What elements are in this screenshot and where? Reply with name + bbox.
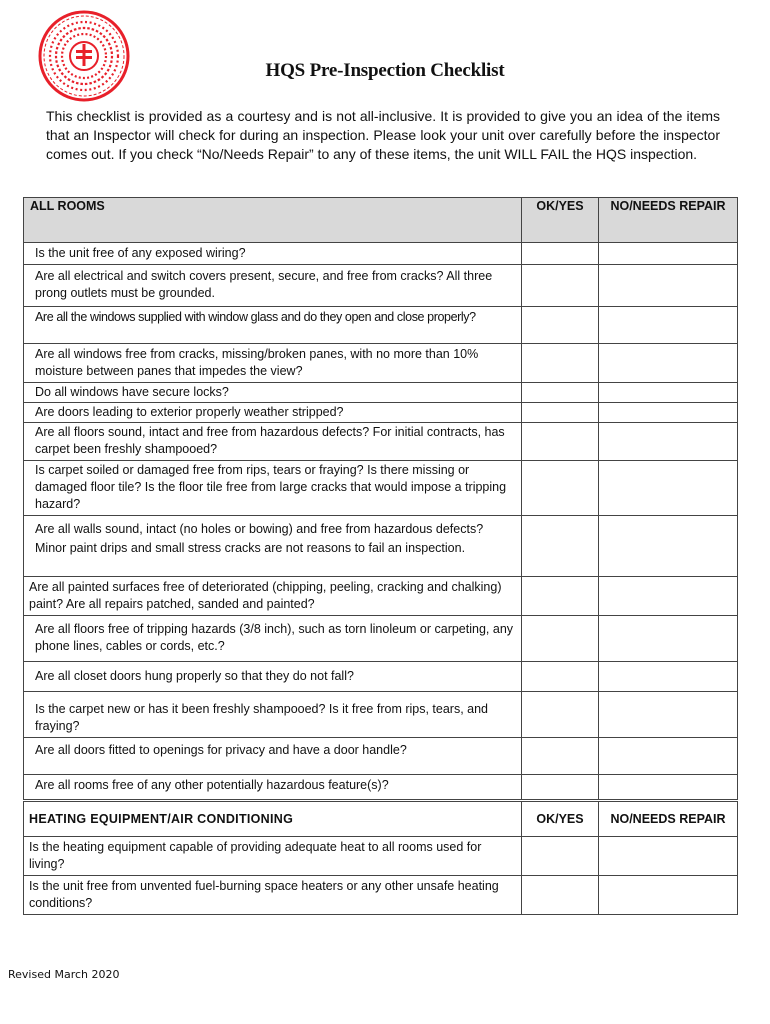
ok-yes-checkbox-cell[interactable] bbox=[522, 577, 599, 616]
checklist-row bbox=[24, 577, 738, 616]
heating-heading: HEATING EQUIPMENT/AIR CONDITIONING bbox=[24, 802, 522, 837]
ok-yes-checkbox-cell[interactable] bbox=[522, 265, 599, 307]
checklist-question: Are all windows free from cracks, missing/broken panes, with no more than 10% moisture between panes that impedes the view? bbox=[24, 344, 522, 383]
no-needs-repair-checkbox-cell[interactable] bbox=[599, 516, 738, 577]
checklist-question: Is the carpet new or has it been freshly shampooed? Is it free from rips, tears, and fraying? bbox=[24, 692, 522, 738]
no-needs-repair-checkbox-cell[interactable] bbox=[599, 577, 738, 616]
checklist-question: Are all electrical and switch covers present, secure, and free from cracks? All three prong outlets must be grounded. bbox=[24, 265, 522, 307]
red-circular-logo-icon bbox=[38, 10, 130, 102]
checklist-question: Is the unit free of any exposed wiring? bbox=[24, 243, 522, 265]
ok-yes-checkbox-cell[interactable] bbox=[522, 837, 599, 876]
no-needs-repair-checkbox-cell[interactable] bbox=[599, 775, 738, 800]
no-needs-repair-checkbox-cell[interactable] bbox=[599, 837, 738, 876]
intro-paragraph: This checklist is provided as a courtesy and is not all-inclusive. It is provided to give you an idea of the items that an Inspector will check for during an inspection. Please look your unit over carefully before the inspector comes out. If you check “No/Needs Repair” to any of these items, the unit WILL FAIL the HQS inspection. bbox=[46, 108, 720, 162]
no-needs-repair-checkbox-cell[interactable] bbox=[599, 265, 738, 307]
checklist-row bbox=[24, 616, 738, 662]
ok-yes-checkbox-cell[interactable] bbox=[522, 403, 599, 423]
ok-yes-checkbox-cell[interactable] bbox=[522, 662, 599, 692]
checklist-question: Are all closet doors hung properly so that they do not fall? bbox=[24, 662, 522, 692]
ok-yes-checkbox-cell[interactable] bbox=[522, 738, 599, 775]
no-needs-repair-checkbox-cell[interactable] bbox=[599, 461, 738, 516]
no-needs-repair-checkbox-cell[interactable] bbox=[599, 307, 738, 344]
ok-yes-checkbox-cell[interactable] bbox=[522, 775, 599, 800]
no-needs-repair-checkbox-cell[interactable] bbox=[599, 692, 738, 738]
checklist-question: Are doors leading to exterior properly weather stripped? bbox=[24, 403, 522, 423]
checklist-row bbox=[24, 876, 738, 915]
checklist-row bbox=[24, 775, 738, 800]
all-rooms-heading: ALL ROOMS bbox=[24, 198, 522, 243]
checklist-question: Are all rooms free of any other potentially hazardous feature(s)? bbox=[24, 775, 522, 800]
checklist-row bbox=[24, 403, 738, 423]
checklist-row bbox=[24, 423, 738, 461]
checklist-row bbox=[24, 692, 738, 738]
no-needs-repair-checkbox-cell[interactable] bbox=[599, 383, 738, 403]
page-title: HQS Pre-Inspection Checklist bbox=[265, 60, 505, 81]
ok-yes-checkbox-cell[interactable] bbox=[522, 516, 599, 577]
checklist-question: Are all doors fitted to openings for privacy and have a door handle? bbox=[24, 738, 522, 775]
no-needs-repair-checkbox-cell[interactable] bbox=[599, 662, 738, 692]
checklist-row bbox=[24, 738, 738, 775]
ok-yes-checkbox-cell[interactable] bbox=[522, 876, 599, 915]
ok-yes-checkbox-cell[interactable] bbox=[522, 616, 599, 662]
checklist-question: Are all walls sound, intact (no holes or bowing) and free from hazardous defects? Minor paint drips and small stress cracks are not reasons to fail an inspection. bbox=[24, 516, 522, 577]
checklist-question: Is the unit free from unvented fuel-burning space heaters or any other unsafe heating conditions? bbox=[24, 876, 522, 915]
ok-yes-checkbox-cell[interactable] bbox=[522, 344, 599, 383]
checklist-row bbox=[24, 265, 738, 307]
checklist-question: Is carpet soiled or damaged free from rips, tears or fraying? Is there missing or damaged floor tile? Is the floor tile free from large cracks that would impose a tripping hazard? bbox=[24, 461, 522, 516]
heating-table bbox=[23, 801, 738, 915]
no-needs-repair-checkbox-cell[interactable] bbox=[599, 423, 738, 461]
checklist-question: Is the heating equipment capable of providing adequate heat to all rooms used for living? bbox=[24, 837, 522, 876]
ok-yes-checkbox-cell[interactable] bbox=[522, 307, 599, 344]
all-rooms-table bbox=[23, 197, 738, 800]
no-needs-repair-checkbox-cell[interactable] bbox=[599, 616, 738, 662]
checklist-row bbox=[24, 383, 738, 403]
checklist-row bbox=[24, 344, 738, 383]
checklist-question: Do all windows have secure locks? bbox=[24, 383, 522, 403]
checklist-question: Are all painted surfaces free of deteriorated (chipping, peeling, cracking and chalking) paint? Are all repairs patched, sanded and painted? bbox=[24, 577, 522, 616]
ok-yes-checkbox-cell[interactable] bbox=[522, 243, 599, 265]
ok-yes-column-header: OK/YES bbox=[522, 802, 599, 837]
no-needs-repair-checkbox-cell[interactable] bbox=[599, 876, 738, 915]
ok-yes-checkbox-cell[interactable] bbox=[522, 423, 599, 461]
ok-yes-column-header: OK/YES bbox=[522, 198, 599, 243]
checklist-question: Are all floors free of tripping hazards (3/8 inch), such as torn linoleum or carpeting, any phone lines, cables or cords, etc.? bbox=[24, 616, 522, 662]
ok-yes-checkbox-cell[interactable] bbox=[522, 461, 599, 516]
ok-yes-checkbox-cell[interactable] bbox=[522, 692, 599, 738]
no-needs-repair-checkbox-cell[interactable] bbox=[599, 243, 738, 265]
checklist-row bbox=[24, 461, 738, 516]
checklist-row bbox=[24, 243, 738, 265]
no-needs-repair-column-header: NO/NEEDS REPAIR bbox=[599, 198, 738, 243]
no-needs-repair-checkbox-cell[interactable] bbox=[599, 738, 738, 775]
revision-footer: Revised March 2020 bbox=[8, 968, 120, 981]
checklist-row bbox=[24, 837, 738, 876]
checklist-row bbox=[24, 516, 738, 577]
checklist-row bbox=[24, 307, 738, 344]
checklist-row bbox=[24, 662, 738, 692]
checklist-question: Are all the windows supplied with window glass and do they open and close properly? bbox=[24, 307, 522, 344]
no-needs-repair-column-header: NO/NEEDS REPAIR bbox=[599, 802, 738, 837]
no-needs-repair-checkbox-cell[interactable] bbox=[599, 403, 738, 423]
ok-yes-checkbox-cell[interactable] bbox=[522, 383, 599, 403]
no-needs-repair-checkbox-cell[interactable] bbox=[599, 344, 738, 383]
checklist-question: Are all floors sound, intact and free from hazardous defects? For initial contracts, has carpet been freshly shampooed? bbox=[24, 423, 522, 461]
